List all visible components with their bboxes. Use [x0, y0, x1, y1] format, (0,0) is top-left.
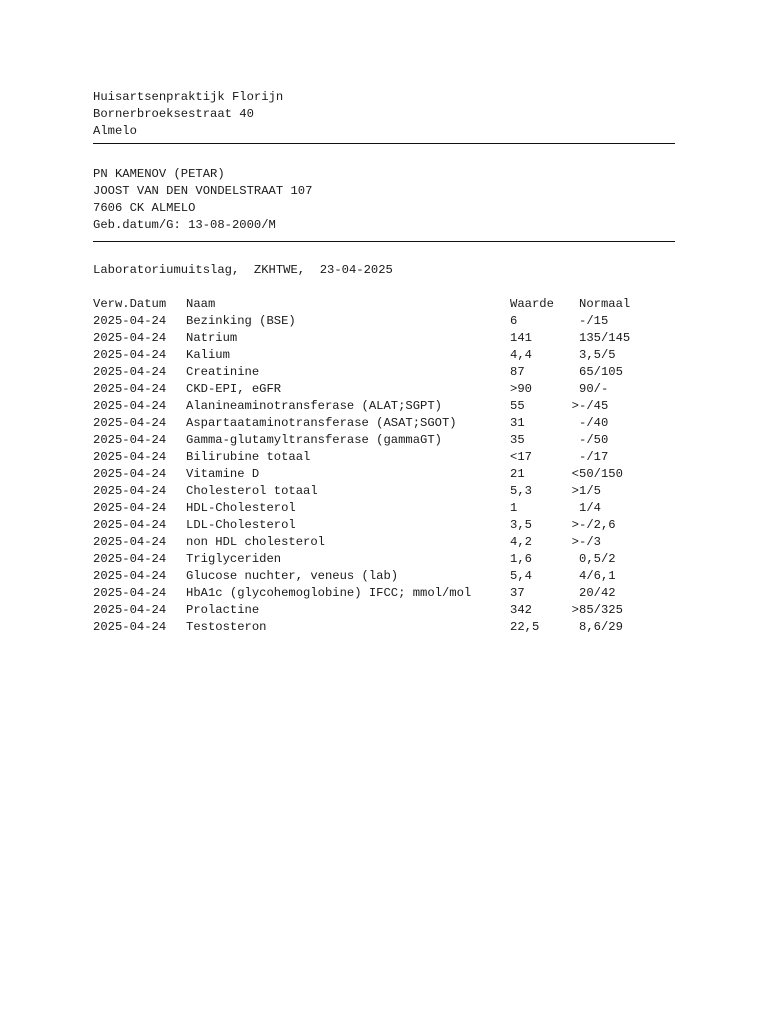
- table-row: [93, 449, 675, 466]
- cell-date: 2025-04-24: [93, 314, 167, 328]
- cell-flag: [562, 619, 579, 636]
- table-body: [93, 313, 675, 636]
- cell-name: HbA1c (glycohemoglobine) IFCC; mmol/mol: [186, 586, 472, 600]
- cell-value: 3,5: [510, 518, 532, 532]
- cell-name: LDL-Cholesterol: [186, 518, 296, 532]
- cell-date: 2025-04-24: [93, 365, 167, 379]
- cell-value: >90: [510, 382, 532, 396]
- cell-normal: -/3: [579, 535, 601, 549]
- table-row: [93, 313, 675, 330]
- cell-normal: 4/6,1: [579, 569, 616, 583]
- cell-flag: [562, 432, 579, 449]
- col-header-name: Naam: [186, 297, 216, 311]
- cell-name: Gamma-glutamyltransferase (gammaGT): [186, 433, 442, 447]
- table-row: [93, 602, 675, 619]
- cell-value: 1: [510, 501, 518, 515]
- cell-normal: 3,5/5: [579, 348, 616, 362]
- cell-normal: 50/150: [579, 467, 623, 481]
- patient-block: [93, 166, 675, 234]
- cell-name: Aspartaataminotransferase (ASAT;SGOT): [186, 416, 457, 430]
- cell-value: 141: [510, 331, 532, 345]
- cell-name: Creatinine: [186, 365, 260, 379]
- cell-flag: [562, 381, 579, 398]
- cell-normal: -/15: [579, 314, 609, 328]
- table-row: [93, 432, 675, 449]
- cell-name: CKD-EPI, eGFR: [186, 382, 282, 396]
- cell-date: 2025-04-24: [93, 399, 167, 413]
- cell-name: Bezinking (BSE): [186, 314, 296, 328]
- practice-block: [93, 89, 675, 140]
- table-row: [93, 568, 675, 585]
- cell-date: 2025-04-24: [93, 382, 167, 396]
- cell-normal: 65/105: [579, 365, 623, 379]
- cell-date: 2025-04-24: [93, 518, 167, 532]
- col-header-value: Waarde: [510, 297, 554, 311]
- cell-name: non HDL cholesterol: [186, 535, 325, 549]
- cell-normal: -/17: [579, 450, 609, 464]
- lab-report-page: [93, 89, 675, 636]
- cell-date: 2025-04-24: [93, 569, 167, 583]
- cell-value: 87: [510, 365, 525, 379]
- cell-name: Glucose nuchter, veneus (lab): [186, 569, 399, 583]
- cell-name: Cholesterol totaal: [186, 484, 318, 498]
- col-header-date: Verw.Datum: [93, 297, 167, 311]
- cell-flag: [562, 364, 579, 381]
- cell-normal: 1/5: [579, 484, 601, 498]
- cell-normal: -/50: [579, 433, 609, 447]
- col-header-normal: Normaal: [579, 297, 631, 311]
- practice-city: Almelo: [93, 124, 137, 138]
- cell-value: <17: [510, 450, 532, 464]
- cell-date: 2025-04-24: [93, 501, 167, 515]
- cell-flag: >: [571, 603, 579, 617]
- cell-date: 2025-04-24: [93, 586, 167, 600]
- report-header: Laboratoriumuitslag, ZKHTWE, 23-04-2025: [93, 263, 393, 277]
- cell-name: Prolactine: [186, 603, 260, 617]
- cell-date: 2025-04-24: [93, 433, 167, 447]
- cell-value: 1,6: [510, 552, 532, 566]
- cell-value: 5,4: [510, 569, 532, 583]
- cell-date: 2025-04-24: [93, 450, 167, 464]
- practice-street: Bornerbroeksestraat 40: [93, 107, 254, 121]
- cell-normal: 0,5/2: [579, 552, 616, 566]
- cell-normal: 90/-: [579, 382, 609, 396]
- cell-flag: [562, 551, 579, 568]
- cell-name: Kalium: [186, 348, 230, 362]
- cell-date: 2025-04-24: [93, 331, 167, 345]
- table-row: [93, 381, 675, 398]
- cell-value: 37: [510, 586, 525, 600]
- table-row: [93, 398, 675, 415]
- table-row: [93, 500, 675, 517]
- results-table: [93, 296, 675, 636]
- cell-value: 21: [510, 467, 525, 481]
- cell-flag: [562, 330, 579, 347]
- cell-normal: -/2,6: [579, 518, 616, 532]
- table-row: [93, 585, 675, 602]
- table-row: [93, 330, 675, 347]
- cell-name: Natrium: [186, 331, 238, 345]
- table-row: [93, 517, 675, 534]
- cell-flag: >: [571, 535, 579, 549]
- table-row: [93, 364, 675, 381]
- cell-flag: [562, 313, 579, 330]
- cell-flag: >: [571, 399, 579, 413]
- cell-date: 2025-04-24: [93, 467, 167, 481]
- table-row: [93, 534, 675, 551]
- cell-value: 22,5: [510, 620, 540, 634]
- cell-name: Alanineaminotransferase (ALAT;SGPT): [186, 399, 442, 413]
- cell-flag: >: [571, 484, 579, 498]
- table-row: [93, 551, 675, 568]
- table-row: [93, 415, 675, 432]
- cell-date: 2025-04-24: [93, 620, 167, 634]
- cell-normal: 85/325: [579, 603, 623, 617]
- cell-value: 342: [510, 603, 532, 617]
- cell-name: Bilirubine totaal: [186, 450, 311, 464]
- cell-date: 2025-04-24: [93, 348, 167, 362]
- cell-name: Testosteron: [186, 620, 267, 634]
- cell-normal: 1/4: [579, 501, 601, 515]
- cell-flag: >: [571, 518, 579, 532]
- patient-dob-gender: Geb.datum/G: 13-08-2000/M: [93, 218, 276, 232]
- patient-street: JOOST VAN DEN VONDELSTRAAT 107: [93, 184, 313, 198]
- cell-value: 55: [510, 399, 525, 413]
- table-row: [93, 619, 675, 636]
- cell-date: 2025-04-24: [93, 603, 167, 617]
- cell-value: 5,3: [510, 484, 532, 498]
- cell-flag: [562, 449, 579, 466]
- cell-normal: -/45: [579, 399, 609, 413]
- cell-value: 35: [510, 433, 525, 447]
- cell-date: 2025-04-24: [93, 535, 167, 549]
- cell-date: 2025-04-24: [93, 416, 167, 430]
- table-row: [93, 466, 675, 483]
- cell-name: HDL-Cholesterol: [186, 501, 296, 515]
- cell-name: Vitamine D: [186, 467, 260, 481]
- cell-normal: 8,6/29: [579, 620, 623, 634]
- cell-flag: [562, 415, 579, 432]
- cell-normal: -/40: [579, 416, 609, 430]
- cell-flag: [562, 500, 579, 517]
- cell-name: Triglyceriden: [186, 552, 282, 566]
- col-header-flag: [562, 296, 579, 313]
- cell-value: 4,2: [510, 535, 532, 549]
- cell-flag: [562, 568, 579, 585]
- cell-normal: 20/42: [579, 586, 616, 600]
- table-header-row: [93, 296, 675, 313]
- cell-date: 2025-04-24: [93, 552, 167, 566]
- cell-value: 31: [510, 416, 525, 430]
- cell-value: 6: [510, 314, 518, 328]
- table-row: [93, 347, 675, 364]
- cell-date: 2025-04-24: [93, 484, 167, 498]
- cell-normal: 135/145: [579, 331, 631, 345]
- cell-value: 4,4: [510, 348, 532, 362]
- cell-flag: [562, 585, 579, 602]
- table-row: [93, 483, 675, 500]
- practice-name: Huisartsenpraktijk Florijn: [93, 90, 284, 104]
- cell-flag: [562, 347, 579, 364]
- patient-name: PN KAMENOV (PETAR): [93, 167, 225, 181]
- cell-flag: <: [571, 467, 579, 481]
- patient-postal-city: 7606 CK ALMELO: [93, 201, 196, 215]
